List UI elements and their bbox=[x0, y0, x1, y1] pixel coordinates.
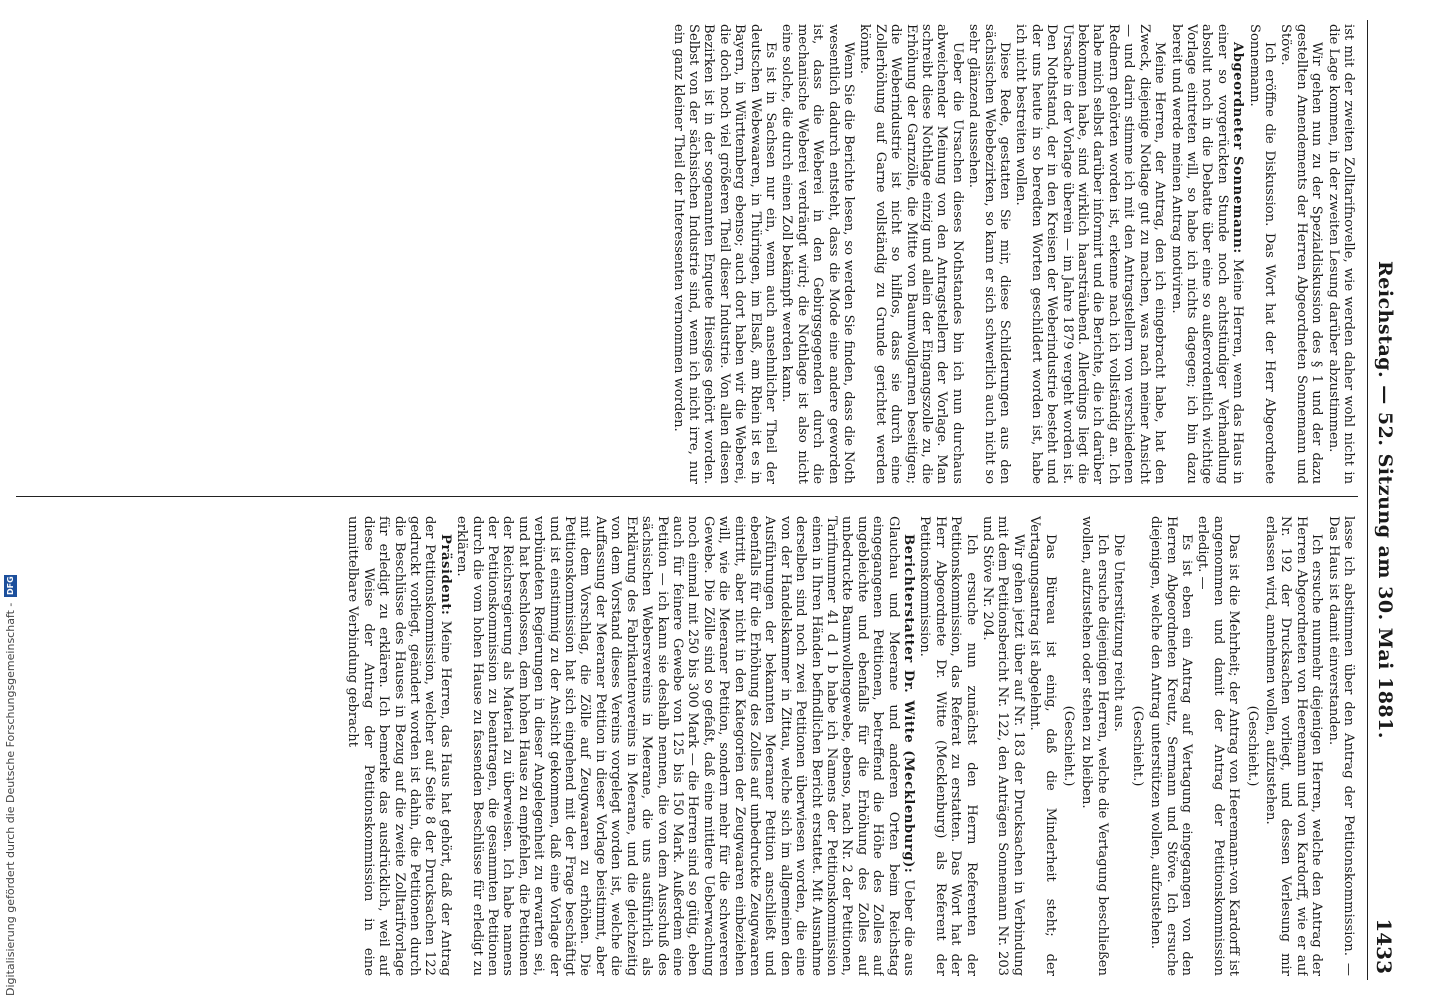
paragraph: Meine Herren, der Antrag, den ich eingebracht habe, hat den Zweck, diejenige Notlage gut zu machen, was nach meiner Ansicht — und darin stimme ich mit den Antragstellern von verschiedenen Rednern gehörten worden ist, erkenne nach ich vollständig an. Ich habe mich selbst darüber informirt und die Berichte, die ich darüber bekommen habe, sind wirklich haarsträubend. Allerdings liegt die Ursache in der Vorlage überein — im Jahre 1879 vergeht worden ist. Den Nothstand, der in den Kreisen der Weberindustrie besteht und der uns heute in so beredten Worten geschildert worden ist, habe ich nicht bestreiten wollen. bbox=[1013, 24, 1168, 484]
speaker-name: Berichterstatter Dr. Witte (Mecklenburg): bbox=[901, 534, 917, 874]
speech-text: Ueber die aus Glauchau und Meerane und anderen Orten beim Reichstag eingegangenen Petitionen, betreffend die Höhe des Zolles auf ungebleichte und ebenfalls für die Erhöhung des Zolles auf unbedruckte Baumwollengewebe, ebenso, nach Nr. 2 der Petitionen, Tarifnummer 41 d 1 b habe ich Namens der Petitionskommission einen in Ihren Händen befindlichen Bericht erstattet. Mit Ausnahme derselben sind noch zwei Petitionen überwiesen worden, die eine von der Handelskammer in Zittau, welche sich im allgemeinen den Ausführungen der bekannten Meeraner Petition anschließt und ebenfalls für die Erhöhung des Zolles auf unbedruckte Zeugwaaren eintritt, aber nicht in den Kategorien der Zeugwaaren einbeziehen will, wie die Meeraner Petition, sondern mehr für die schwereren Gewebe. Die Zölle sind so gefaßt, daß eine mittlere Ueberwachung noch einmal mit 250 bis 300 Mark — die Herren sind so gütig, eben auch für feinere Gewebe von 125 bis 150 Mark. Außerdem eine Petition — ich kann sie deshalb nennen, die von dem Ausschuß des sächsischen Webersvereins in Meerane, die uns ausführlich als Erklärung des Fabrikantenvereins in Meerane, und die gleichzeitig von dem Vorstand dieses Vereins vorgelegt worden ist, welche die Auffassung der Meeraner Petition in dieser Vorlage beistimmt, aber mit dem Vorschlag, die Zölle auf Zeugwaaren zu erhöhen. Die Petitionskommission hat sich eingehend mit der Frage beschäftigt und ist einstimmig zu der Ansicht gekommen, daß eine Vorlage der verbündeten Regierungen in dieser Angelegenheit zu erwarten sei, und hat beschlossen, dem hohen Hause zu empfehlen, die Petitionen der Reichsregierung als Material zu überweisen. Ich habe namens der Petitionskommission zu beantragen, die gesammten Petitionen durch die vom hohen Hause zu fassenden Beschlüsse für erledigt zu erklären. bbox=[454, 516, 917, 976]
paragraph: lasse ich abstimmen über den Antrag der Petitionskommission. — Das Haus ist damit einverstanden. bbox=[1325, 516, 1356, 976]
paragraph: Wir gehen nun zu der Spezialdiskussion des § 1 und der dazu gestellten Amendements der Herren Abgeordneten Sonnemann und Stöve. bbox=[1278, 24, 1325, 484]
digitization-footer bbox=[4, 575, 17, 996]
speech bbox=[1168, 24, 1245, 484]
speech bbox=[345, 516, 453, 976]
dfg-logo-icon: DFG bbox=[6, 576, 15, 595]
paragraph: Diese Rede, gestatten Sie mir, diese Schilderungen aus den sächsischen Webebezirken, so kann er sich schwerlich auch nicht so sehr glänzend aussehen. bbox=[966, 24, 1013, 484]
paragraph: Es ist eben ein Antrag auf Vertagung eingegangen von den Herren Abgeordneten Kreutz, Sermann und Stöve. Ich ersuche diejenigen, welche den Antrag unterstützen wollen, aufzustehen. bbox=[1148, 516, 1194, 976]
right-column bbox=[16, 516, 1356, 976]
left-column bbox=[16, 24, 1356, 484]
speech bbox=[454, 516, 916, 976]
stage-direction: (Geschieht.) bbox=[1129, 705, 1145, 787]
column-divider bbox=[16, 496, 1358, 497]
paragraph: Ueber die Ursachen dieses Nothstandes bin ich nun durchaus abweichender Meinung von den Antragstellern der Vorlage. Man schreibt diese Nothlage einzig und allein der Eingangszolle zu, die Erhöhung der Garnzölle, die Mitte von Baumwollgarnen beseitigen; die Weberindustrie ist nicht so hilflos, dass sie durch eine Zollerhöhung auf Garne vollständig zu Grunde gerichtet werden könnte. bbox=[857, 24, 965, 484]
speaker-name: Präsident: bbox=[437, 534, 453, 616]
running-head: Reichstag. — 52. Sitzung am 30. Mai 1881. bbox=[1374, 261, 1396, 739]
paragraph: Wenn Sie die Berichte lesen, so werden Sie finden, dass die Noth wesentlich dadurch entsteht, dass die Mode eine andere geworden ist, dass die Weberei in den Gebirgsgegenden durch die mechanische Weberei verdrängt wird; die Nothlage ist also nicht eine solche, die durch einen Zoll bekämpft werden kann. bbox=[779, 24, 856, 484]
paragraph: Ich ersuche nun zunächst den Herrn Referenten der Petitionskommission, das Referat zu erstatten. Das Wort hat der Herr Abgeordnete Dr. Witte (Mecklenburg) als Referent der Petitionskommission. bbox=[917, 516, 979, 976]
footer-text: Digitalisierung gefördert durch die Deutsche Forschungsgemeinschaft - bbox=[4, 602, 17, 996]
paragraph: Die Unterstützung reicht aus. bbox=[1111, 534, 1127, 732]
stage-direction: (Geschieht.) bbox=[1061, 705, 1077, 787]
paragraph: Wir gehen jetzt über auf Nr. 183 der Drucksachen in Verbindung mit dem Petitionsbericht Nr. 122, den Anträgen Sonnemann Nr. 203 und Stöve Nr. 204. bbox=[980, 516, 1026, 976]
paragraph: Es ist in Sachsen nur ein, wenn auch ansehnlicher Theil der deutschen Webewaaren, in Thüringen, im Elsaß, am Rhein ist es in Bayern, in Württemberg ebenso; auch dort haben wir die Weberei, die doch noch viel größeren Theil dieser Industrie. Von allen diesen Bezirken ist in der sogenannten Enquete Hiesiges gehört worden. Selbst von der sächsischen Industrie sind, wenn ich nicht irre, nur ein ganz kleiner Theil der Interessenten vernommen worden. bbox=[670, 24, 778, 484]
paragraph: Ich ersuche diejenigen Herren, welche die Vertagung beschließen wollen, aufzustehen oder stehen zu bleiben. bbox=[1079, 516, 1110, 976]
paragraph: Ich ersuche nunmehr diejenigen Herren, welche den Antrag der Herren Abgeordneten von Heeremann und von Kardorff, wie er auf Nr. 192 der Drucksachen vorliegt, und dessen Verlesung mir erlassen wird, annehmen wollen, aufzustehen. bbox=[1262, 516, 1325, 976]
paragraph: Das Büreau ist einig, daß die Minderheit steht; der Vertagungsantrag ist abgelehnt. bbox=[1027, 516, 1058, 976]
paragraph: Ich eröffne die Diskussion. Das Wort hat der Herr Abgeordnete Sonnemann. bbox=[1246, 24, 1277, 484]
stage-direction: (Geschieht.) bbox=[1244, 705, 1260, 787]
speaker-name: Abgeordneter Sonnemann: bbox=[1230, 42, 1246, 254]
speech-text: Meine Herren, wenn das Haus in einer so vorgerückten Stunde noch achtstündiger Verhandlung absolut noch in die Debatte über eine so außerordentlich wichtige Vorlage eintreten will, so habe ich nichts dagegen; ich bin dazu bereit und werde meinen Antrag motiviren. bbox=[1168, 24, 1246, 484]
page-number: 1433 bbox=[1372, 918, 1396, 974]
paragraph: Das ist die Mehrheit; der Antrag von Heeremann-von Kardorff ist angenommen und damit der Antrag der Petitionskommission erledigt. — bbox=[1195, 516, 1242, 976]
page-header bbox=[1367, 20, 1398, 980]
speech-text: Meine Herren, das Haus hat gehört, daß der Antrag der Petitionskommission, welcher auf Seite 8 der Drucksachen 122 gedruckt vorliegt, geändert worden ist dahin, die Petitionen durch die Beschlüsse des Hauses in Bezug auf die zweite Zolltarifvorlage für erledigt zu erklären. Ich bemerke das ausdrücklich, weil auf diese Weise der Antrag der Petitionskommission in eine unmittelbare Verbindung gebracht bbox=[345, 516, 453, 976]
paragraph: ist mit der zweiten Zolltarifnovelle, wie werden daher wohl nicht in die Lage kommen, in der zweiten Lesung darüber abzustimmen. bbox=[1325, 24, 1356, 484]
